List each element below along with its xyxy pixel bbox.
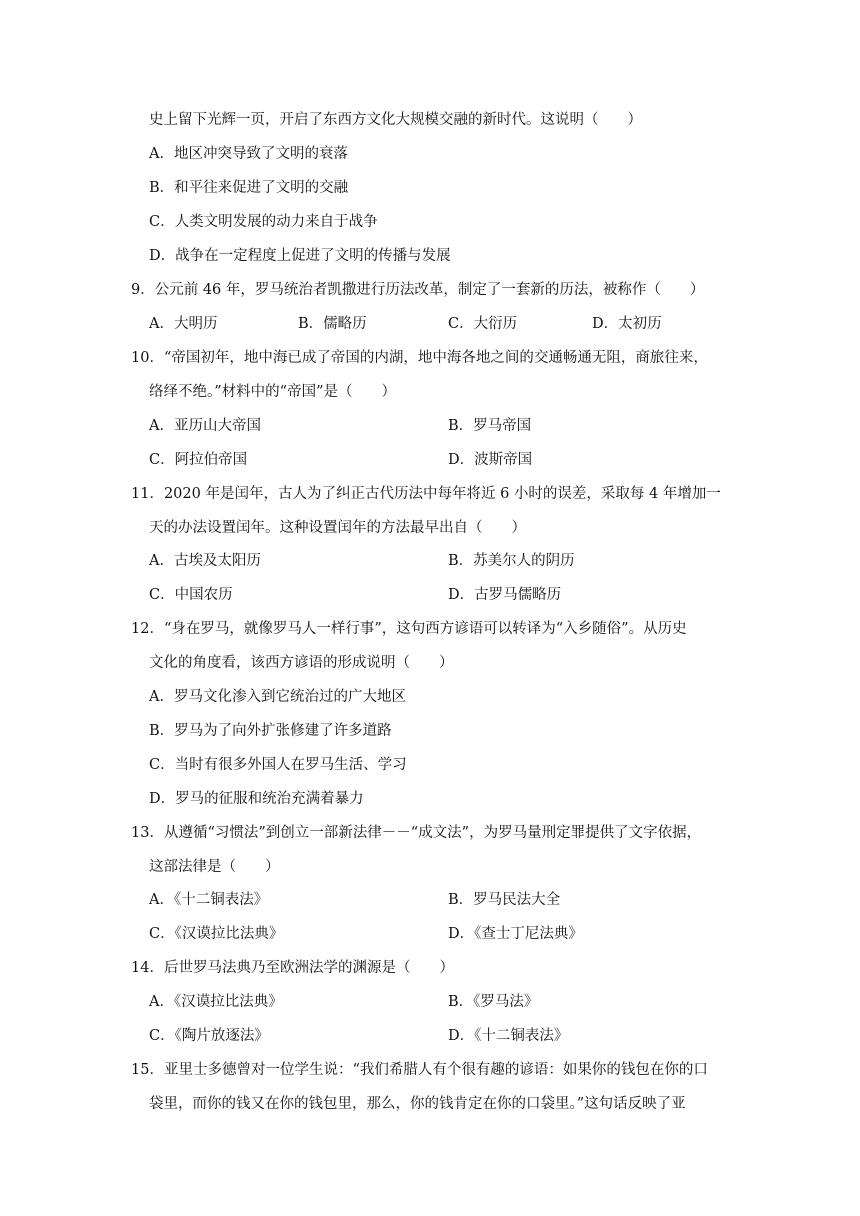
question-10-option-b: B．罗马帝国 [448,418,532,434]
question-13-option-b: B．罗马民法大全 [448,892,561,908]
question-8-option-a: A．地区冲突导致了文明的衰落 [149,146,348,162]
question-15-stem-line-2: 袋里，而你的钱又在你的钱包里，那么，你的钱肯定在你的口袋里。”这句话反映了亚 [149,1096,686,1112]
question-11-option-b: B．苏美尔人的阴历 [448,553,575,569]
question-12-option-a: A．罗马文化渗入到它统治过的广大地区 [149,689,406,705]
question-9-option-b: B．儒略历 [298,316,367,332]
question-11-option-a: A．古埃及太阳历 [149,553,261,569]
question-13-option-a: A．《十二铜表法》 [149,892,269,908]
question-14-option-a: A．《汉谟拉比法典》 [149,994,283,1010]
question-9-option-d: D．太初历 [592,316,662,332]
question-12-stem-line-1: 12．“身在罗马，就像罗马人一样行事”，这句西方谚语可以转译为“入乡随俗”。从历史 [131,621,687,637]
question-14-option-c: C．《陶片放逐法》 [149,1028,269,1044]
question-13-stem-line-1: 13．从遵循“习惯法”到创立一部新法律－－“成文法”，为罗马量刑定罪提供了文字依据， [131,825,702,841]
question-8-option-c: C．人类文明发展的动力来自于战争 [149,214,378,230]
question-13-option-d: D．《查士丁尼法典》 [448,926,583,942]
question-10-option-a: A．亚历山大帝国 [149,418,261,434]
question-10-option-d: D．波斯帝国 [448,452,533,468]
question-14-stem: 14．后世罗马法典乃至欧洲法学的渊源是（ ） [131,960,454,976]
question-9-option-c: C．大衍历 [448,316,518,332]
question-12-option-b: B．罗马为了向外扩张修建了许多道路 [149,723,392,739]
question-8-option-d: D．战争在一定程度上促进了文明的传播与发展 [149,248,451,264]
question-8-option-b: B．和平往来促进了文明的交融 [149,180,349,196]
question-13-stem-line-2: 这部法律是（ ） [149,859,280,875]
question-12-stem-line-2: 文化的角度看，该西方谚语的形成说明（ ） [149,655,454,671]
question-11-stem-line-1: 11．2020 年是闰年，古人为了纠正古代历法中每年将近 6 小时的误差，采取每 4 年增加一 [131,486,721,502]
question-14-option-b: B．《罗马法》 [448,994,539,1010]
question-14-option-d: D．《十二铜表法》 [448,1028,569,1044]
question-13-option-c: C．《汉谟拉比法典》 [149,926,284,942]
question-10-stem-line-2: 络绎不绝。”材料中的“帝国”是（ ） [149,384,396,400]
question-11-stem-line-2: 天的办法设置闰年。这种设置闰年的方法最早出自（ ） [149,520,526,536]
question-9-stem: 9．公元前 46 年，罗马统治者凯撒进行历法改革，制定了一套新的历法，被称作（ ） [131,282,705,298]
question-10-option-c: C．阿拉伯帝国 [149,452,248,468]
question-12-option-d: D．罗马的征服和统治充满着暴力 [149,791,364,807]
question-8-stem-continuation: 史上留下光辉一页，开启了东西方文化大规模交融的新时代。这说明（ ） [149,112,642,128]
question-15-stem-line-1: 15．亚里士多德曾对一位学生说：“我们希腊人有个很有趣的谚语：如果你的钱包在你的口 [131,1062,708,1078]
question-11-option-d: D．古罗马儒略历 [448,587,562,603]
question-10-stem-line-1: 10．“帝国初年，地中海已成了帝国的内湖，地中海各地之间的交通畅通无阻，商旅往来， [131,350,708,366]
question-11-option-c: C．中国农历 [149,587,233,603]
question-9-option-a: A．大明历 [149,316,218,332]
question-12-option-c: C．当时有很多外国人在罗马生活、学习 [149,757,407,773]
